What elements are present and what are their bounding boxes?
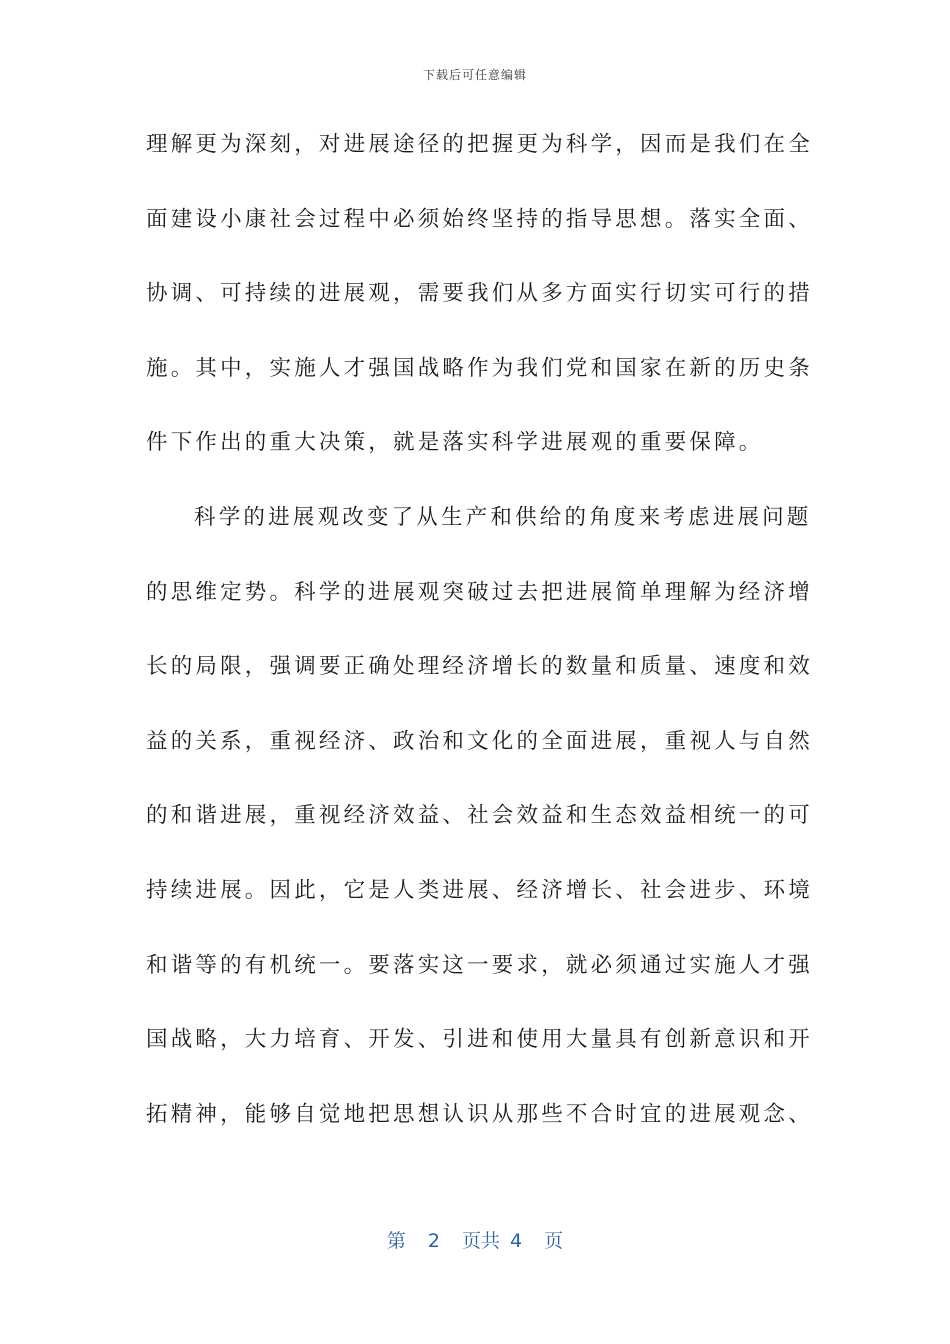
footer-label-page: 第: [386, 1230, 406, 1252]
text-line: 理解更为深刻，对进展途径的把握更为科学，因而是我们在全: [146, 132, 813, 157]
text-line: 国战略，大力培育、开发、引进和使用大量具有创新意识和开: [146, 1027, 813, 1053]
text-line: 施。其中，实施人才强国战略作为我们党和国家在新的历史条: [146, 355, 813, 381]
text-line: 协调、可持续的进展观，需要我们从多方面实行切实可行的措: [146, 281, 813, 307]
current-page-number: 2: [427, 1230, 440, 1252]
document-body: [146, 120, 813, 1164]
text-line: 益的关系，重视经济、政治和文化的全面进展，重视人与自然: [146, 728, 813, 754]
text-line: 件下作出的重大决策，就是落实科学进展观的重要保障。: [146, 430, 764, 456]
page-footer: [0, 1226, 950, 1253]
text-line: 的思维定势。科学的进展观突破过去把进展简单理解为经济增: [146, 579, 813, 605]
footer-label-of: 页共: [461, 1230, 500, 1252]
text-line: 面建设小康社会过程中必须始终坚持的指导思想。落实全面、: [146, 206, 813, 232]
text-line: 长的局限，强调要正确处理经济增长的数量和质量、速度和效: [146, 654, 813, 680]
text-line: 的和谐进展，重视经济效益、社会效益和生态效益相统一的可: [146, 803, 813, 829]
text-line: 持续进展。因此，它是人类进展、经济增长、社会进步、环境: [146, 877, 813, 903]
text-line: 和谐等的有机统一。要落实这一要求，就必须通过实施人才强: [146, 952, 813, 978]
text-line: 拓精神，能够自觉地把思想认识从那些不合时宜的进展观念、: [146, 1101, 813, 1127]
paragraph-first-line: 科学的进展观改变了从生产和供给的角度来考虑进展问题: [194, 504, 812, 530]
footer-label-end: 页: [544, 1230, 564, 1252]
page-header: 下载后可任意编辑: [422, 68, 527, 82]
total-pages-number: 4: [510, 1230, 523, 1252]
